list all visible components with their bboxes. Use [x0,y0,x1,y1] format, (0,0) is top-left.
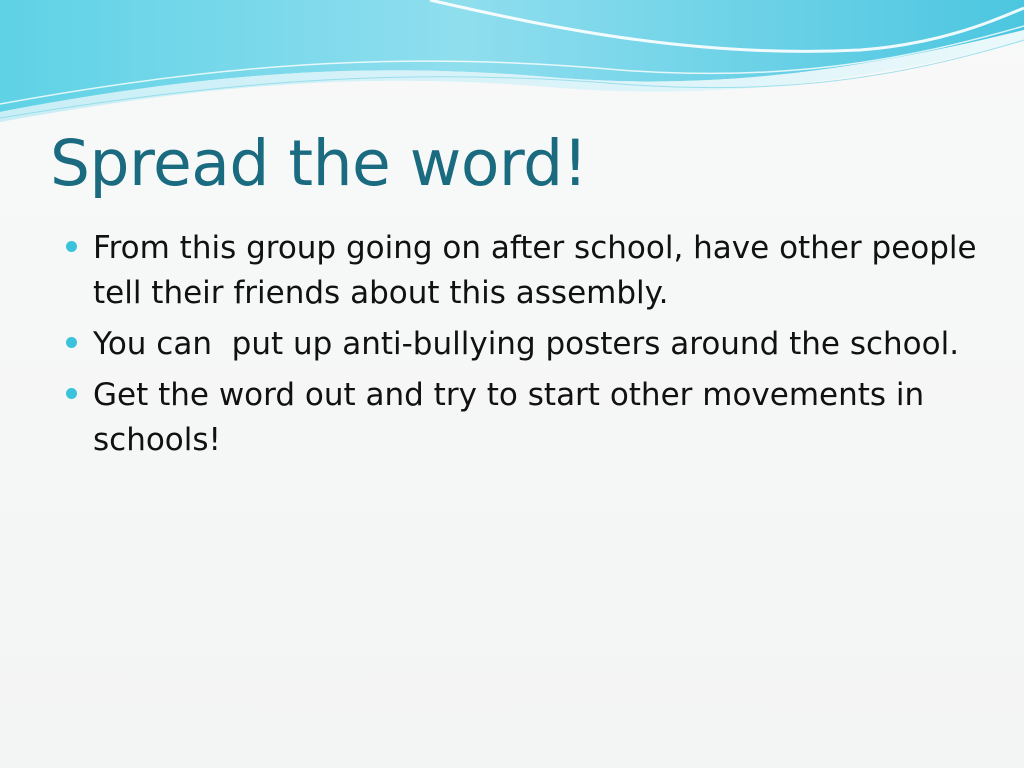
list-item [60,322,980,367]
bullet-dot-icon [66,241,77,252]
list-item [60,373,980,463]
list-item [60,226,987,316]
bullet-text: You can put up anti-bullying posters around the school. [93,326,960,362]
bullet-dot-icon [66,388,77,399]
bullet-dot-icon [66,337,77,348]
bullet-list [60,226,987,469]
header-wave-decoration [0,0,1024,130]
bullet-text: From this group going on after school, have other people tell their friends about this assembly. [93,230,987,311]
bullet-text: Get the word out and try to start other movements in schools! [93,377,935,458]
slide-title: Spread the word! [50,127,588,200]
